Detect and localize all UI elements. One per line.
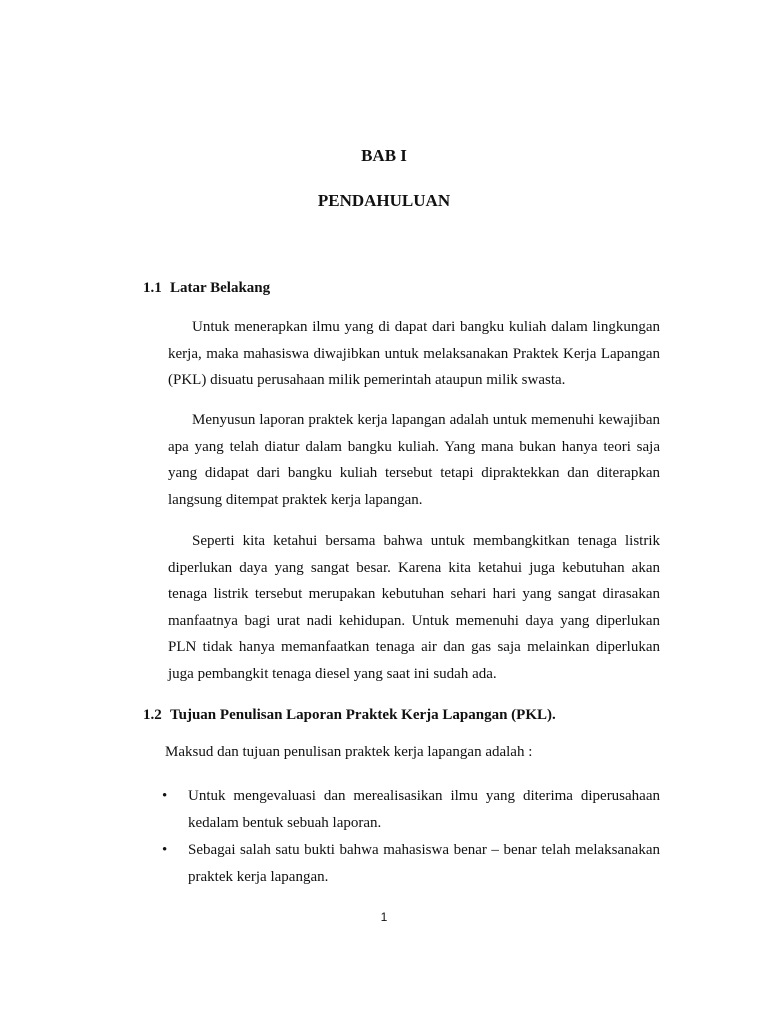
section-heading-latar-belakang xyxy=(143,280,270,297)
section-title: Latar Belakang xyxy=(170,280,271,296)
chapter-number: BAB I xyxy=(361,146,407,165)
list-item-text: Untuk mengevaluasi dan merealisasikan ilmu yang diterima diperusahaan kedalam bentuk sebuah laporan. xyxy=(188,788,660,831)
page-number: 1 xyxy=(380,910,388,924)
section-number: 1.2 xyxy=(143,707,162,723)
list-item-text: Sebagai salah satu bukti bahwa mahasiswa benar – benar telah melaksanakan praktek kerja lapangan. xyxy=(188,842,660,885)
bullet-icon: • xyxy=(162,842,168,858)
list-item xyxy=(162,783,660,836)
section-number: 1.1 xyxy=(143,280,162,296)
paragraph-1: Untuk menerapkan ilmu yang di dapat dari bangku kuliah dalam lingkungan kerja, maka mahasiswa diwajibkan untuk melaksanakan Praktek Kerja Lapangan (PKL) disuatu perusahaan milik pemerintah ataupun milik swasta. xyxy=(168,319,660,388)
section-title: Tujuan Penulisan Laporan Praktek Kerja Lapangan (PKL). xyxy=(170,707,556,723)
list-intro: Maksud dan tujuan penulisan praktek kerja lapangan adalah : xyxy=(165,744,533,760)
objective-list xyxy=(162,783,660,890)
paragraph-3: Seperti kita ketahui bersama bahwa untuk membangkitkan tenaga listrik diperlukan daya yang sangat besar. Karena kita ketahui juga kebutuhan akan tenaga listrik tersebut merupakan kebutuhan sehari hari yang sangat dirasakan manfaatnya bagi urat nadi kehidupan. Untuk memenuhi daya yang diperlukan PLN tidak hanya memanfaatkan tenaga air dan gas saja melainkan diperlukan juga pembangkit tenaga diesel yang saat ini sudah ada. xyxy=(168,533,660,682)
chapter-title: PENDAHULUAN xyxy=(317,191,451,210)
section-heading-tujuan xyxy=(143,707,556,724)
bullet-icon: • xyxy=(162,788,168,804)
paragraph-2: Menyusun laporan praktek kerja lapangan adalah untuk memenuhi kewajiban apa yang telah diatur dalam bangku kuliah. Yang mana bukan hanya teori saja yang didapat dari bangku kuliah tersebut tetapi dipraktekkan dan diterapkan langsung ditempat praktek kerja lapangan. xyxy=(168,412,660,508)
list-item xyxy=(162,837,660,890)
